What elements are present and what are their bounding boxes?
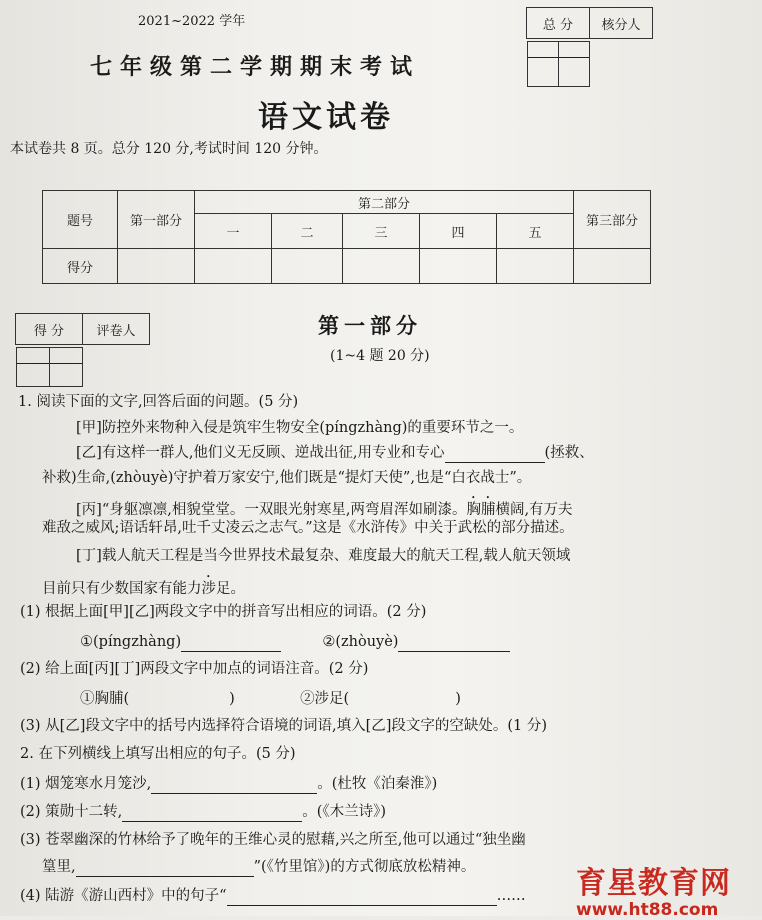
q1-sub2: (2) 给上面[丙][丁]两段文字中加点的词语注音。(2 分)	[20, 661, 369, 677]
q1-yi-blank[interactable]	[445, 446, 545, 463]
q1-sub1-b-label: ②(zhòuyè)	[322, 634, 399, 650]
q1-stem: 1. 阅读下面的文字,回答后面的问题。(5 分)	[18, 394, 299, 410]
score-row-label: 得分	[43, 249, 118, 284]
q2-s1-source: 。(杜牧《泊秦淮》)	[317, 776, 438, 792]
grader-name-cell[interactable]	[49, 348, 82, 387]
q1-sub2-a-label: ①胸脯(	[80, 691, 130, 707]
q1-bing-text-b: 横阔,有万夫	[495, 502, 573, 518]
q1-bing-text-a: [丙]“身躯凛凛,相貌堂堂。一双眼光射寒星,两弯眉浑如刷漆。	[76, 502, 467, 518]
watermark-url: www.ht88.com	[576, 900, 719, 920]
score-cell-2-5[interactable]	[497, 249, 574, 284]
q1-ding-dotted: 涉	[201, 581, 216, 597]
q1-sub1-answers	[80, 632, 510, 652]
q2-s3-line2	[42, 857, 475, 877]
exam-title: 七年级第二学期期末考试	[90, 55, 421, 80]
q2-s3-blank[interactable]	[76, 860, 254, 877]
subject-title: 语文试卷	[258, 100, 394, 135]
q1-para-yi-line2: 补救)生命,(zhòuyè)守护着万家安宁,他们既是“提灯天使”,也是“白衣战士”。	[42, 470, 532, 486]
part2-sub-3: 三	[343, 214, 420, 249]
part2-sub-2: 二	[272, 214, 343, 249]
q2-s4-blank-2[interactable]	[397, 889, 497, 906]
q1-para-ding-line1: [丁]载人航天工程是当今世界技术最复杂、难度最大的航天工程,载人航天领域	[76, 548, 571, 564]
total-score-cell[interactable]	[527, 42, 558, 87]
question-number-header: 题号	[43, 191, 118, 249]
q1-ding-text-c: 足。	[216, 581, 245, 597]
q2-s2-text: (2) 策勋十二转,	[20, 804, 123, 820]
q2-stem: 2. 在下列横线上填写出相应的句子。(5 分)	[20, 746, 296, 762]
grader-box	[15, 313, 150, 364]
q1-sub2-a-close: )	[229, 691, 235, 707]
score-cell-2-2[interactable]	[272, 249, 343, 284]
q1-yi-text-a: [乙]有这样一群人,他们义无反顾、逆战出征,用专业和专心	[76, 445, 445, 461]
total-score-header: 总 分	[527, 8, 590, 39]
q2-s2	[20, 802, 386, 822]
grader-score-cell[interactable]	[16, 348, 49, 387]
q1-sub2-b-close: )	[455, 691, 461, 707]
score-cell-2-4[interactable]	[420, 249, 497, 284]
q1-ding-text-b: 目前只有少数国家有能力	[42, 581, 202, 597]
checker-cell[interactable]	[558, 42, 589, 87]
score-cell-2-1[interactable]	[195, 249, 272, 284]
q1-bing-dotted: 胸脯	[466, 502, 496, 518]
q2-s4-blank-1[interactable]	[227, 889, 397, 906]
q1-sub2-answers	[80, 689, 461, 709]
score-cell-2-3[interactable]	[343, 249, 420, 284]
part2-sub-4: 四	[420, 214, 497, 249]
part3-header: 第三部分	[574, 191, 651, 249]
part2-header: 第二部分	[195, 191, 574, 214]
part2-sub-5: 五	[497, 214, 574, 249]
q1-para-ding-line2	[42, 573, 245, 599]
site-watermark	[576, 858, 731, 920]
exam-intro: 本试卷共 8 页。总分 120 分,考试时间 120 分钟。	[10, 141, 328, 157]
q1-sub1-a-label: ①(píngzhàng)	[80, 634, 182, 650]
score-table	[42, 190, 651, 284]
part2-sub-1: 一	[195, 214, 272, 249]
score-cell-part3[interactable]	[574, 249, 651, 284]
q2-s1	[20, 774, 437, 794]
q1-sub1-b-blank[interactable]	[398, 635, 510, 652]
part1-header: 第一部分	[118, 191, 195, 249]
score-cell-part1[interactable]	[118, 249, 195, 284]
total-score-box	[526, 7, 653, 58]
q1-sub1-a-blank[interactable]	[181, 635, 281, 652]
q2-s4-text: (4) 陆游《游山西村》中的句子“	[20, 888, 227, 904]
q1-para-bing-line2: 难敌之威风;语话轩昂,吐千丈凌云之志气。”这是《水浒传》中关于武松的部分描述。	[42, 520, 574, 536]
q1-sub3: (3) 从[乙]段文字中的括号内选择符合语境的词语,填入[乙]段文字的空缺处。(1 分)	[20, 718, 548, 734]
q1-sub1: (1) 根据上面[甲][乙]两段文字中的拼音写出相应的词语。(2 分)	[20, 604, 427, 620]
q2-s3-line1: (3) 苍翠幽深的竹林给予了晚年的王维心灵的慰藉,兴之所至,他可以通过“独坐幽	[20, 832, 526, 848]
section-title: 第一部分	[318, 314, 422, 338]
q2-s2-blank[interactable]	[122, 805, 302, 822]
q2-s3-text-b: 篁里,	[42, 859, 76, 875]
q1-para-jia: [甲]防控外来物种入侵是筑牢生物安全(píngzhàng)的重要环节之一。	[76, 420, 524, 436]
grader-score-header: 得 分	[16, 314, 83, 345]
q2-s2-source: 。(《木兰诗》)	[302, 804, 387, 820]
grader-name-header: 评卷人	[83, 314, 150, 345]
watermark-name: 育星教育网	[576, 866, 731, 901]
q2-s3-text-c: ”(《竹里馆》)的方式彻底放松精神。	[253, 859, 476, 875]
q1-sub2-b-label: ②涉足(	[300, 691, 350, 707]
q1-para-bing-line1	[76, 494, 573, 520]
q2-s1-text: (1) 烟笼寒水月笼沙,	[20, 776, 152, 792]
q1-para-yi-line1	[76, 443, 594, 463]
school-year: 2021~2022 学年	[138, 14, 246, 29]
q2-s4	[20, 886, 526, 906]
q2-s4-ellipsis: ……	[496, 888, 526, 904]
checker-header: 核分人	[590, 8, 653, 39]
section-subtitle: (1~4 题 20 分)	[330, 348, 430, 364]
q1-yi-text-b: (拯救、	[544, 445, 594, 461]
q2-s1-blank[interactable]	[151, 777, 317, 794]
